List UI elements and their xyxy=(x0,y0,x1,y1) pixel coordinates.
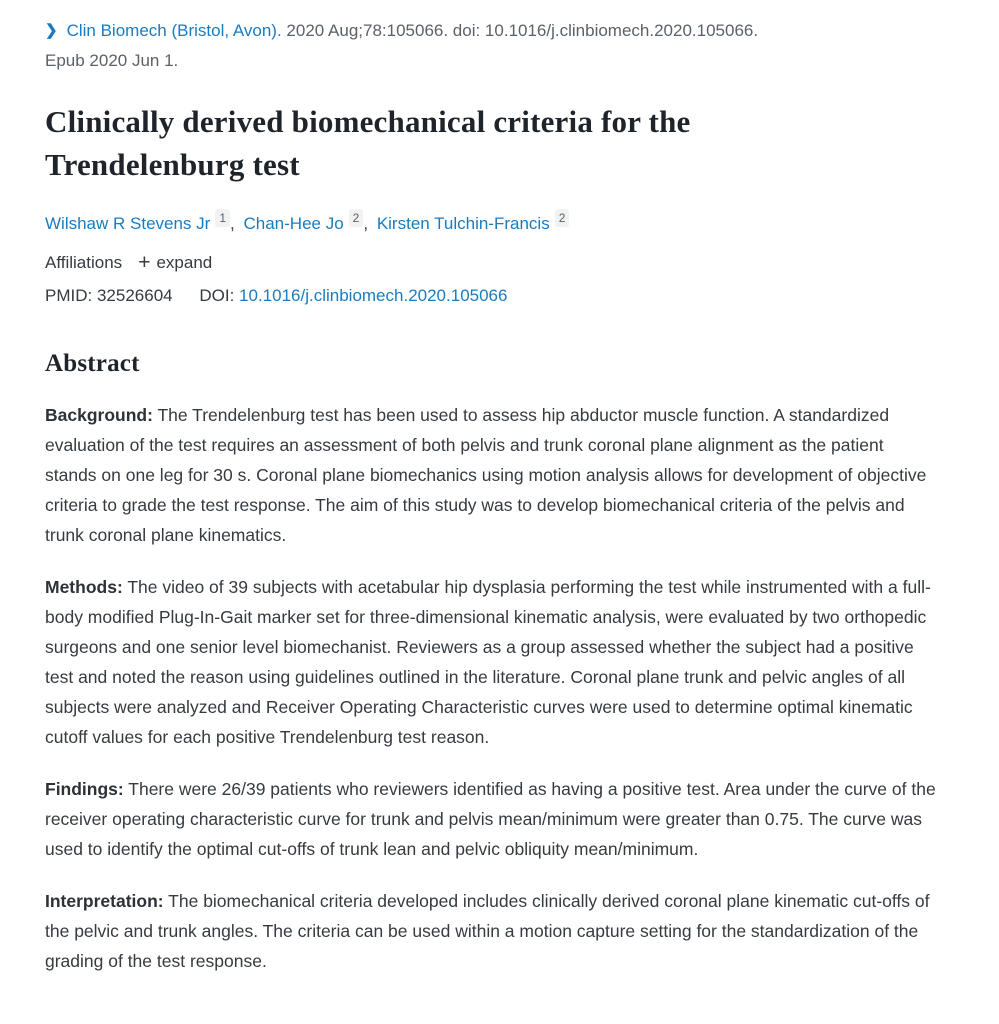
abstract-section-methods xyxy=(45,572,939,752)
abstract-section-background xyxy=(45,400,939,550)
author-separator: , xyxy=(230,214,235,233)
plus-icon: + xyxy=(138,251,151,274)
abstract-section-interpretation xyxy=(45,886,939,976)
author-affiliation-superscript: 2 xyxy=(555,209,570,227)
citation-details: 2020 Aug;78:105066. doi: 10.1016/j.clinbiomech.2020.105066. xyxy=(286,21,759,40)
doi-group xyxy=(199,286,507,305)
doi-label: DOI: xyxy=(199,286,235,305)
journal-link[interactable]: Clin Biomech (Bristol, Avon). xyxy=(66,21,282,40)
author-link[interactable]: Kirsten Tulchin-Francis xyxy=(376,214,550,233)
pmid-value: 32526604 xyxy=(96,286,173,305)
identifiers-row xyxy=(45,286,941,306)
author-affiliation-superscript: 2 xyxy=(349,209,364,227)
author-separator: , xyxy=(363,214,369,233)
section-label-background: Background: xyxy=(45,405,153,425)
affiliations-label: Affiliations xyxy=(45,253,123,272)
citation-epub: Epub 2020 Jun 1. xyxy=(45,51,179,70)
author-item xyxy=(243,211,372,233)
affiliations-row xyxy=(45,253,941,273)
citation-line xyxy=(45,16,941,75)
pmid-group xyxy=(45,286,173,305)
author-item xyxy=(376,211,570,233)
author-item xyxy=(45,211,239,233)
abstract-heading: Abstract xyxy=(45,350,140,377)
section-text-methods: The video of 39 subjects with acetabular hip dysplasia performing the test while instrumented with a full-body modified Plug-In-Gait marker set for three-dimensional kinematic analysis, were evaluated by two orthopedic surgeons and one senior level biomechanist. Reviewers as a group assessed whether the subject had a positive test and noted the reason using guidelines outlined in the literature. Coronal plane trunk and pelvic angles of all subjects were analyzed and Receiver Operating Characteristic curves were used to determine optimal kinematic cutoff values for each positive Trendelenburg test reason. xyxy=(45,577,931,747)
affiliations-expand-button[interactable] xyxy=(138,253,212,273)
section-label-methods: Methods: xyxy=(45,577,123,597)
abstract-section-findings xyxy=(45,774,939,864)
chevron-right-icon[interactable]: ❯ xyxy=(45,22,58,39)
pmid-label: PMID: xyxy=(45,286,93,305)
section-label-findings: Findings: xyxy=(45,779,124,799)
section-text-findings: There were 26/39 patients who reviewers identified as having a positive test. Area under the curve of the receiver operating characteristic curve for trunk and pelvis mean/minimum were greater than 0.75. The curve was used to identify the optimal cut-offs of trunk lean and pelvic obliquity mean/minimum. xyxy=(45,779,936,859)
doi-link[interactable]: 10.1016/j.clinbiomech.2020.105066 xyxy=(239,286,508,305)
authors-list xyxy=(45,212,941,236)
section-label-interpretation: Interpretation: xyxy=(45,891,164,911)
author-affiliation-superscript: 1 xyxy=(215,209,230,227)
page-title: Clinically derived biomechanical criteria for the Trendelenburg test xyxy=(45,104,691,182)
section-text-interpretation: The biomechanical criteria developed includes clinically derived coronal plane kinematic cut-offs of the pelvic and trunk angles. The criteria can be used within a motion capture setting for the standardization of the grading of the test response. xyxy=(45,891,930,971)
author-link[interactable]: Wilshaw R Stevens Jr xyxy=(45,214,211,233)
author-link[interactable]: Chan-Hee Jo xyxy=(243,214,344,233)
section-text-background: The Trendelenburg test has been used to assess hip abductor muscle function. A standardized evaluation of the test requires an assessment of both pelvis and trunk coronal plane alignment as the patient stands on one leg for 30 s. Coronal plane biomechanics using motion analysis allows for development of objective criteria to grade the test response. The aim of this study was to develop biomechanical criteria of the pelvis and trunk coronal plane kinematics. xyxy=(45,405,927,545)
expand-label: expand xyxy=(156,253,213,272)
